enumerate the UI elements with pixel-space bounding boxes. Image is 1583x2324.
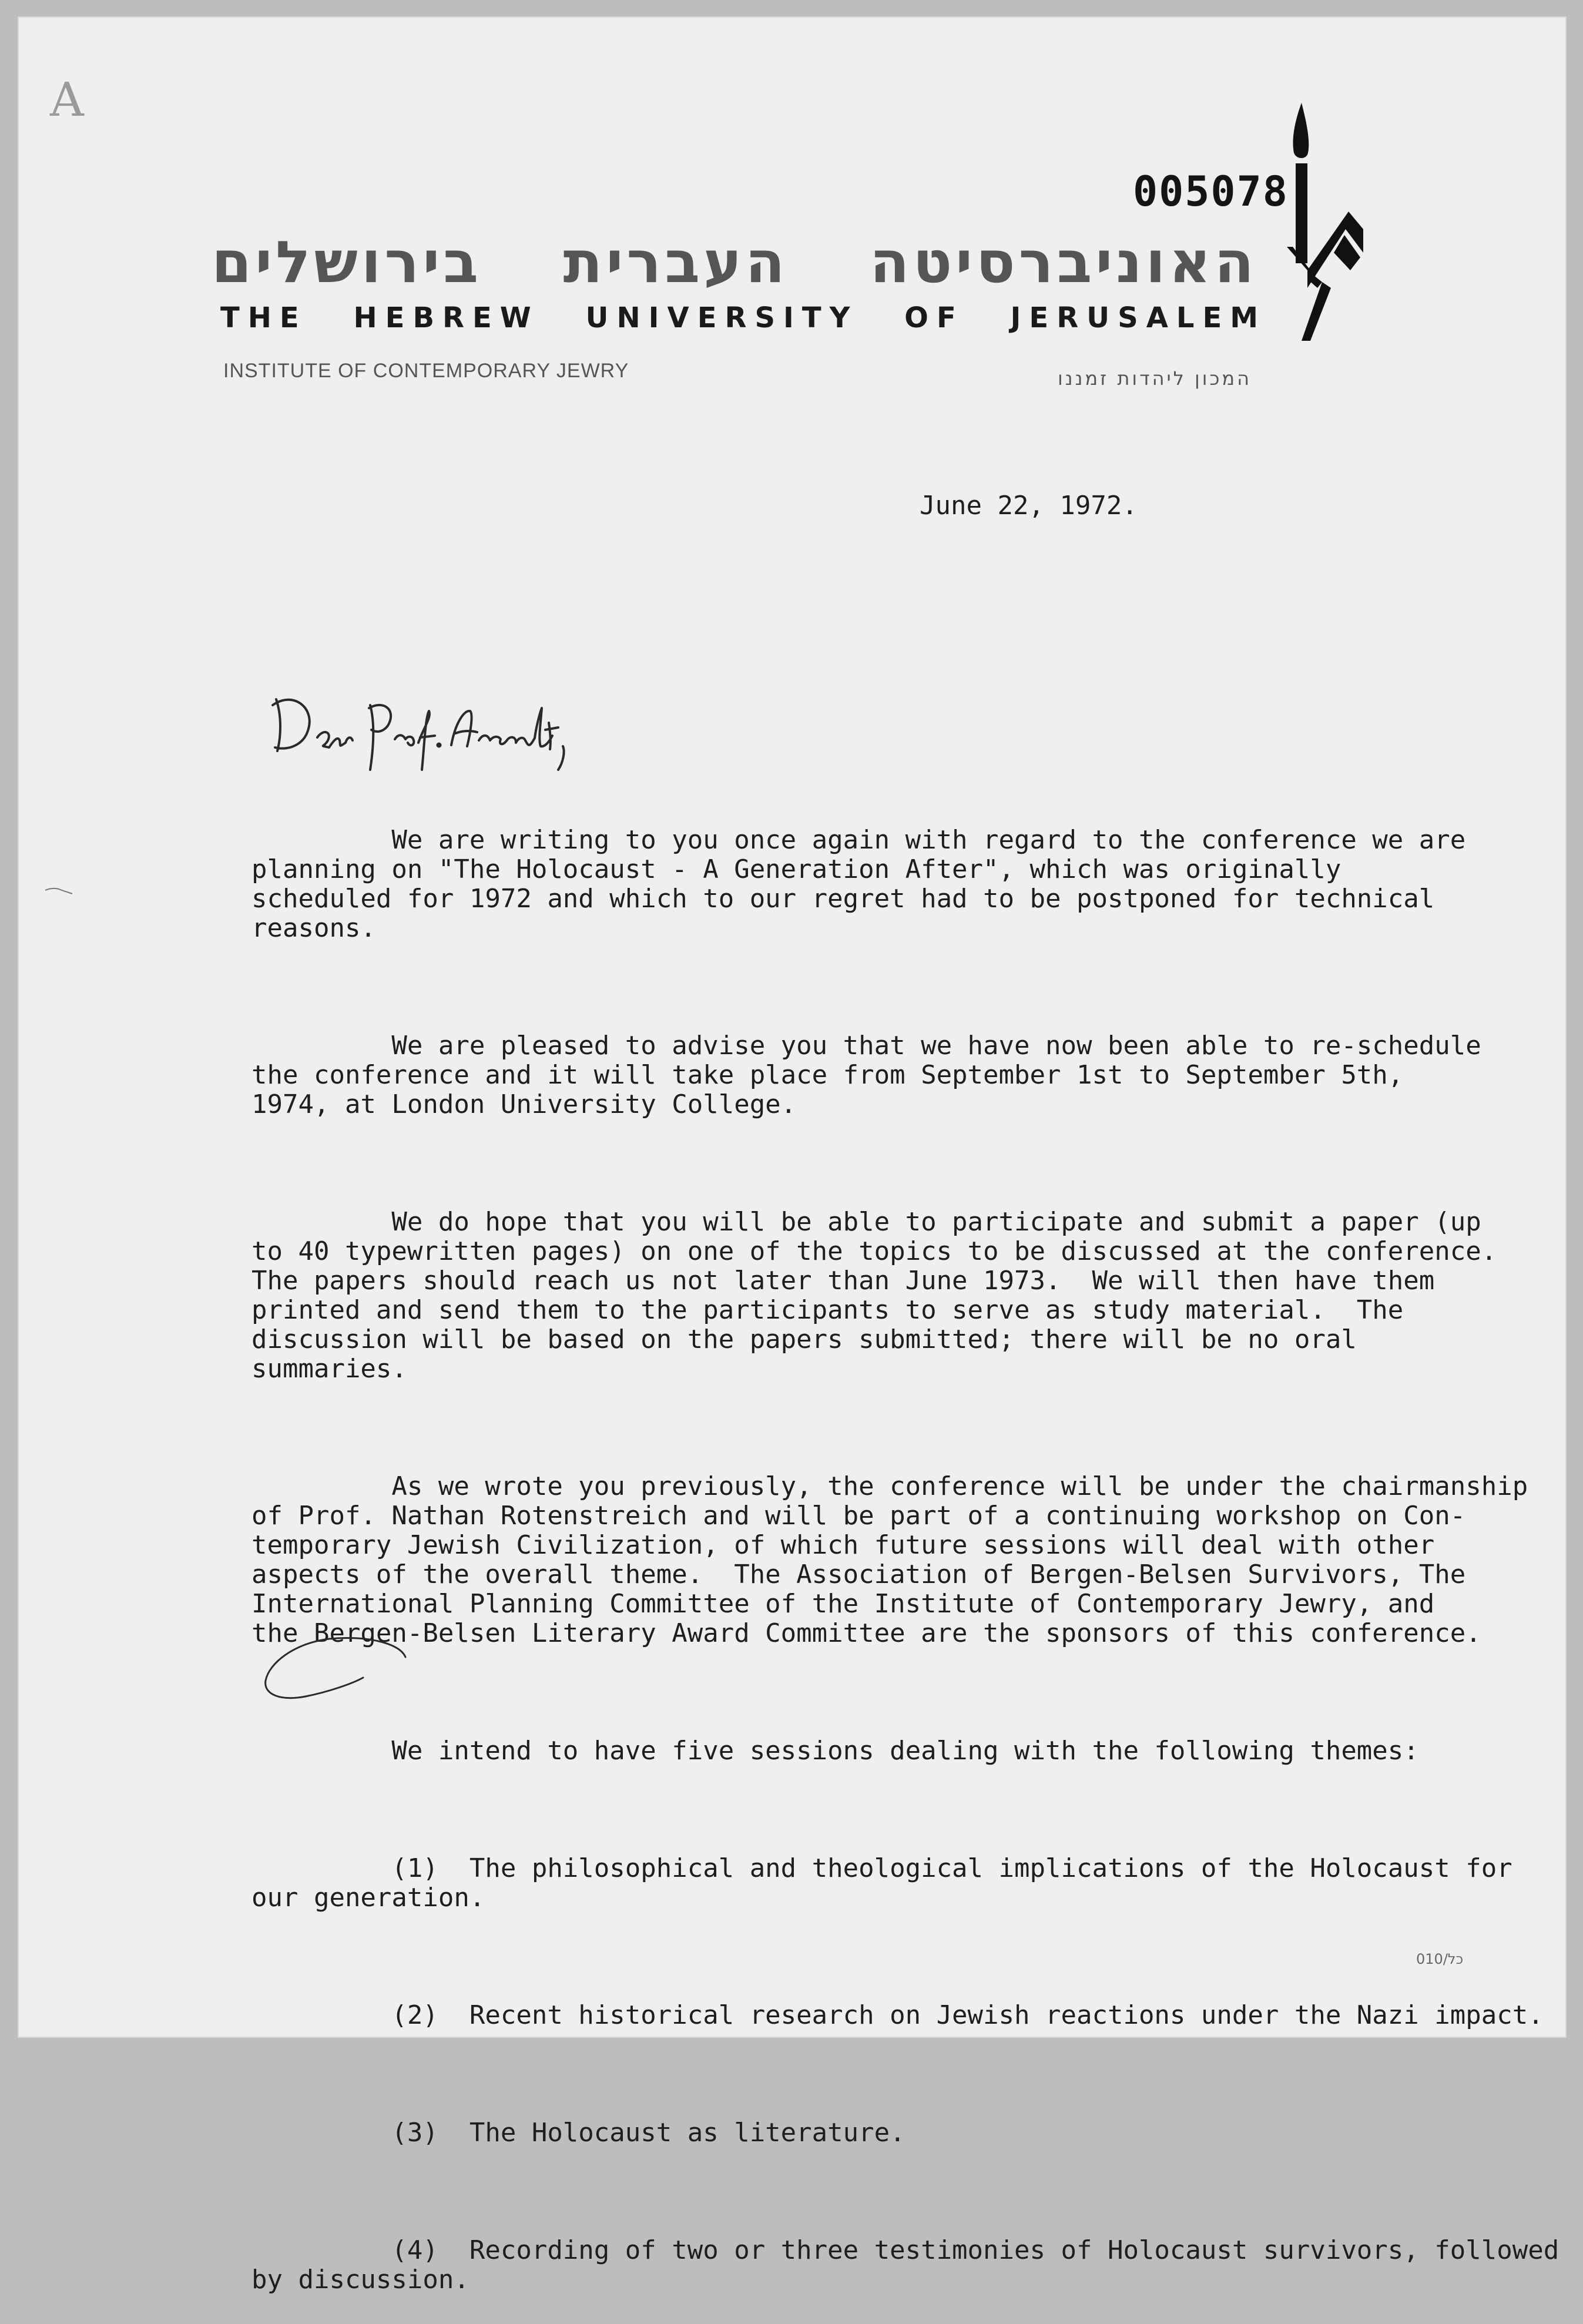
hebrew-university-candle-logo-icon (1275, 94, 1393, 353)
handwritten-circle-mark (259, 1631, 411, 1707)
paragraph-reschedule: We are pleased to advise you that we have now been able to re-schedule the conference and it will take place from September 1st to September 5th, 1974, at London University College. (251, 1031, 1481, 1119)
session-item-1: (1) The philosophical and theological implications of the Holocaust our generation. (251, 1853, 1450, 1913)
document-number: 005078 (1133, 167, 1289, 216)
letter-date: June 22, 1972. (920, 491, 1138, 521)
university-name-english: THE HEBREW UNIVERSITY OF JERUSALEM (220, 301, 1266, 334)
session-item-3: (3) The Holocaust as literature. (251, 2118, 905, 2148)
handwritten-salutation (264, 682, 570, 782)
corner-mark: A (50, 72, 84, 127)
paragraph-paper-request: We do hope that you will be able to participate and submit a paper (up to 40 typewritten pages) on one of the topics to be discussed at the conference. The papers should reach us not later than June 1973. We will then have them printed and send them to the participants to serve as study material. The discussion will be based on the papers submitted; there will be no oral summaries. (251, 1207, 1497, 1384)
margin-pencil-mark (44, 884, 73, 896)
footer-code: כל/010 (1416, 1951, 1464, 1967)
session-item-4: (4) Recording of two or three testimonies of Holocaust survivors, followed by discussion. (251, 2235, 1559, 2295)
paragraph-postponement: We are writing to you once again with regard to the conference we are planning on "The Holocaust - A Generation After", which was originally scheduled for 1972 and which to our regret had to be postponed for technical reasons. (251, 825, 1466, 943)
institute-name-hebrew: המכון ליהדות זמננו (1058, 367, 1252, 390)
paragraph-sessions-intro: We intend to have five sessions dealing with the following themes: (251, 1736, 1419, 1766)
paragraph-chairmanship: As we wrote you previously, the conference will be under the chairmanship of Prof. Nathan Rotenstreich and will be part of a continuing workshop on Con- temporary Jewish Civilization, of which future sessions will deal with other aspects of the overall theme. The Association of Bergen-Belsen Survivors, The International Planning Committee of the Institute of Contemporary Jewry, and the Bergen-Belsen Literary Award Committee are the sponsors of this conference. (251, 1471, 1528, 1648)
letter-body (251, 796, 1559, 2324)
session-item-2: (2) Recent historical research on Jewish reactions under the Nazi impact. (251, 2000, 1544, 2030)
institute-name-english: INSTITUTE OF CONTEMPORARY JEWRY (223, 360, 629, 382)
university-name-hebrew: האוניברסיטה העברית בירושלים (212, 229, 1257, 296)
